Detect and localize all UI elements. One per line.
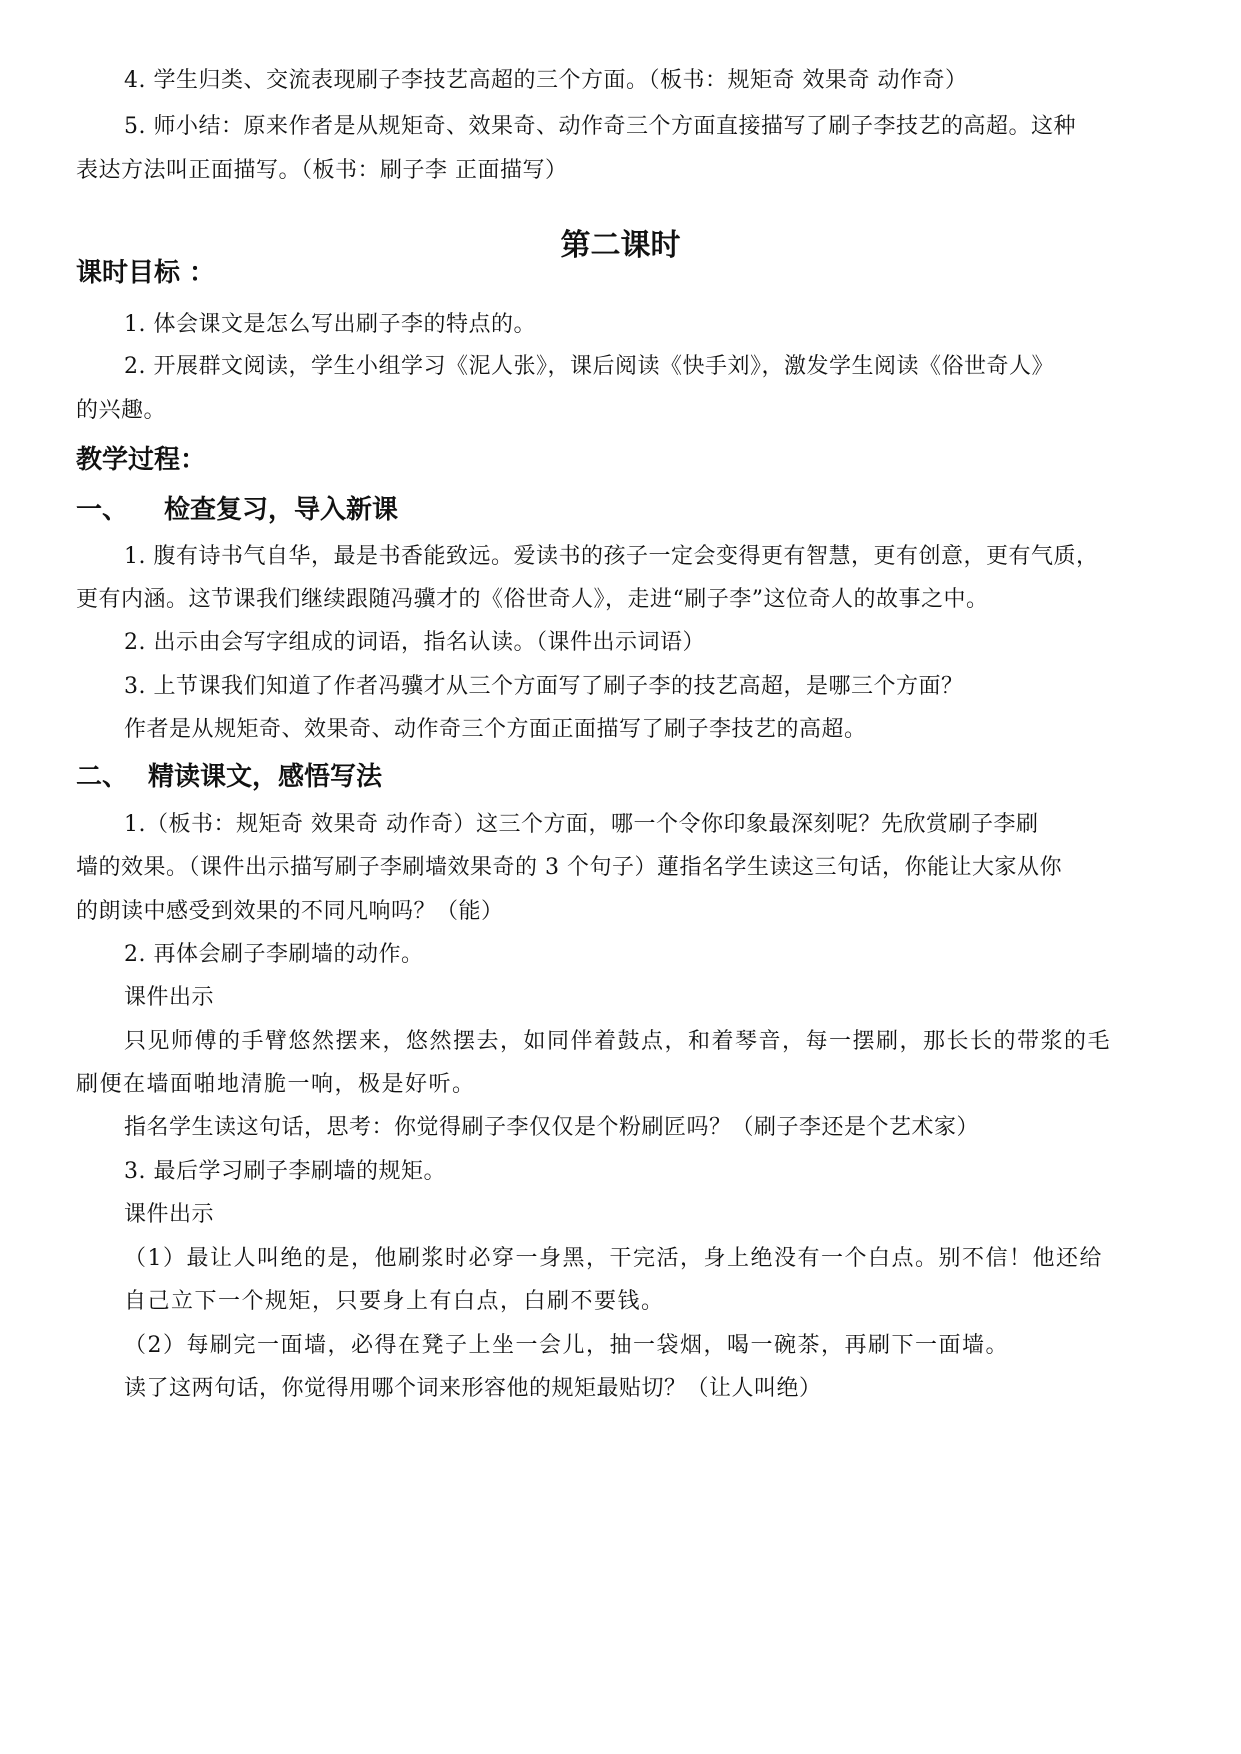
- step-4-text: 4. 学生归类、交流表现刷子李技艺高超的三个方面。（板书：规矩奇 效果奇 动作奇）: [124, 68, 968, 93]
- section-1-para-4: 作者是从规矩奇、效果奇、动作奇三个方面正面描写了刷子李技艺的高超。: [124, 717, 867, 742]
- quote-2-line-1: （1）最让人叫绝的是，他刷浆时必穿一身黑，干完活，身上绝没有一个白点。别不信！他还给: [124, 1246, 1104, 1271]
- quote-3: （2）每刷完一面墙，必得在凳子上坐一会儿，抽一袋烟，喝一碗茶，再刷下一面墙。: [124, 1333, 1009, 1358]
- section-1-para-2: 2. 出示由会写字组成的词语，指名认读。（课件出示词语）: [124, 630, 705, 655]
- quote-1-line-2: 刷便在墙面啪地清脆一响，极是好听。: [76, 1072, 476, 1097]
- section-1-para-1-line-2: 更有内涵。这节课我们继续跟随冯骥才的《俗世奇人》，走进“刷子李”这位奇人的故事之中。: [76, 587, 989, 612]
- quote-2-line-2: 自己立下一个规矩，只要身上有白点，白刷不要钱。: [124, 1289, 665, 1314]
- section-1-para-1-line-1: 1. 腹有诗书气自华，最是书香能致远。爱读书的孩子一定会变得更有智慧，更有创意，更有气质，: [124, 544, 1099, 569]
- summary-line-2: 表达方法叫正面描写。（板书：刷子李 正面描写）: [76, 158, 568, 183]
- section-2-para-1-line-1: 1.（板书：规矩奇 效果奇 动作奇）这三个方面，哪一个令你印象最深刻呢？先欣赏刷子李刷: [124, 812, 1039, 837]
- section-2-para-1-line-3: 的朗读中感受到效果的不同凡响吗？（能）: [76, 899, 504, 924]
- courseware-label-2: 课件出示: [124, 1202, 215, 1227]
- section-2-number: 二、: [76, 762, 129, 792]
- section-2-para-3: 3. 最后学习刷子李刷墙的规矩。: [124, 1159, 446, 1184]
- summary-line-1: 5. 师小结：原来作者是从规矩奇、效果奇、动作奇三个方面直接描写了刷子李技艺的高超。这种: [124, 114, 1076, 139]
- objective-2-line-1: 2. 开展群文阅读，学生小组学习《泥人张》，课后阅读《快手刘》，激发学生阅读《俗世奇人》: [124, 354, 1054, 379]
- section-2-title: 精读课文，感悟写法: [148, 762, 383, 792]
- objectives-heading: 课时目标 ：: [76, 258, 216, 288]
- objective-1: 1. 体会课文是怎么写出刷子李的特点的。: [124, 312, 536, 337]
- question-2: 读了这两句话，你觉得用哪个词来形容他的规矩最贴切？（让人叫绝）: [124, 1376, 822, 1401]
- lesson-title: 第二课时: [560, 228, 681, 263]
- section-2-para-1-line-2: 墙的效果。（课件出示描写刷子李刷墙效果奇的 3 个句子）蓮指名学生读这三句话，你能让大家从你: [76, 855, 1062, 880]
- process-heading: 教学过程：: [76, 445, 207, 475]
- section-1-number: 一、: [76, 495, 129, 525]
- section-1-title: 检查复习，导入新课: [164, 495, 399, 525]
- objective-2-line-2: 的兴趣。: [76, 398, 167, 423]
- courseware-label-1: 课件出示: [124, 985, 215, 1010]
- section-1-heading: [76, 493, 398, 527]
- section-2-para-2: 2. 再体会刷子李刷墙的动作。: [124, 942, 424, 967]
- quote-1-line-1: 只见师傅的手臂悠然摆来，悠然摆去，如同伴着鼓点，和着琴音，每一摆刷，那长长的带浆的毛: [124, 1029, 1112, 1054]
- question-1: 指名学生读这句话，思考：你觉得刷子李仅仅是个粉刷匠吗？（刷子李还是个艺术家）: [124, 1115, 980, 1140]
- section-2-heading: [76, 760, 382, 794]
- section-1-para-3: 3. 上节课我们知道了作者冯骥才从三个方面写了刷子李的技艺高超，是哪三个方面？: [124, 674, 964, 699]
